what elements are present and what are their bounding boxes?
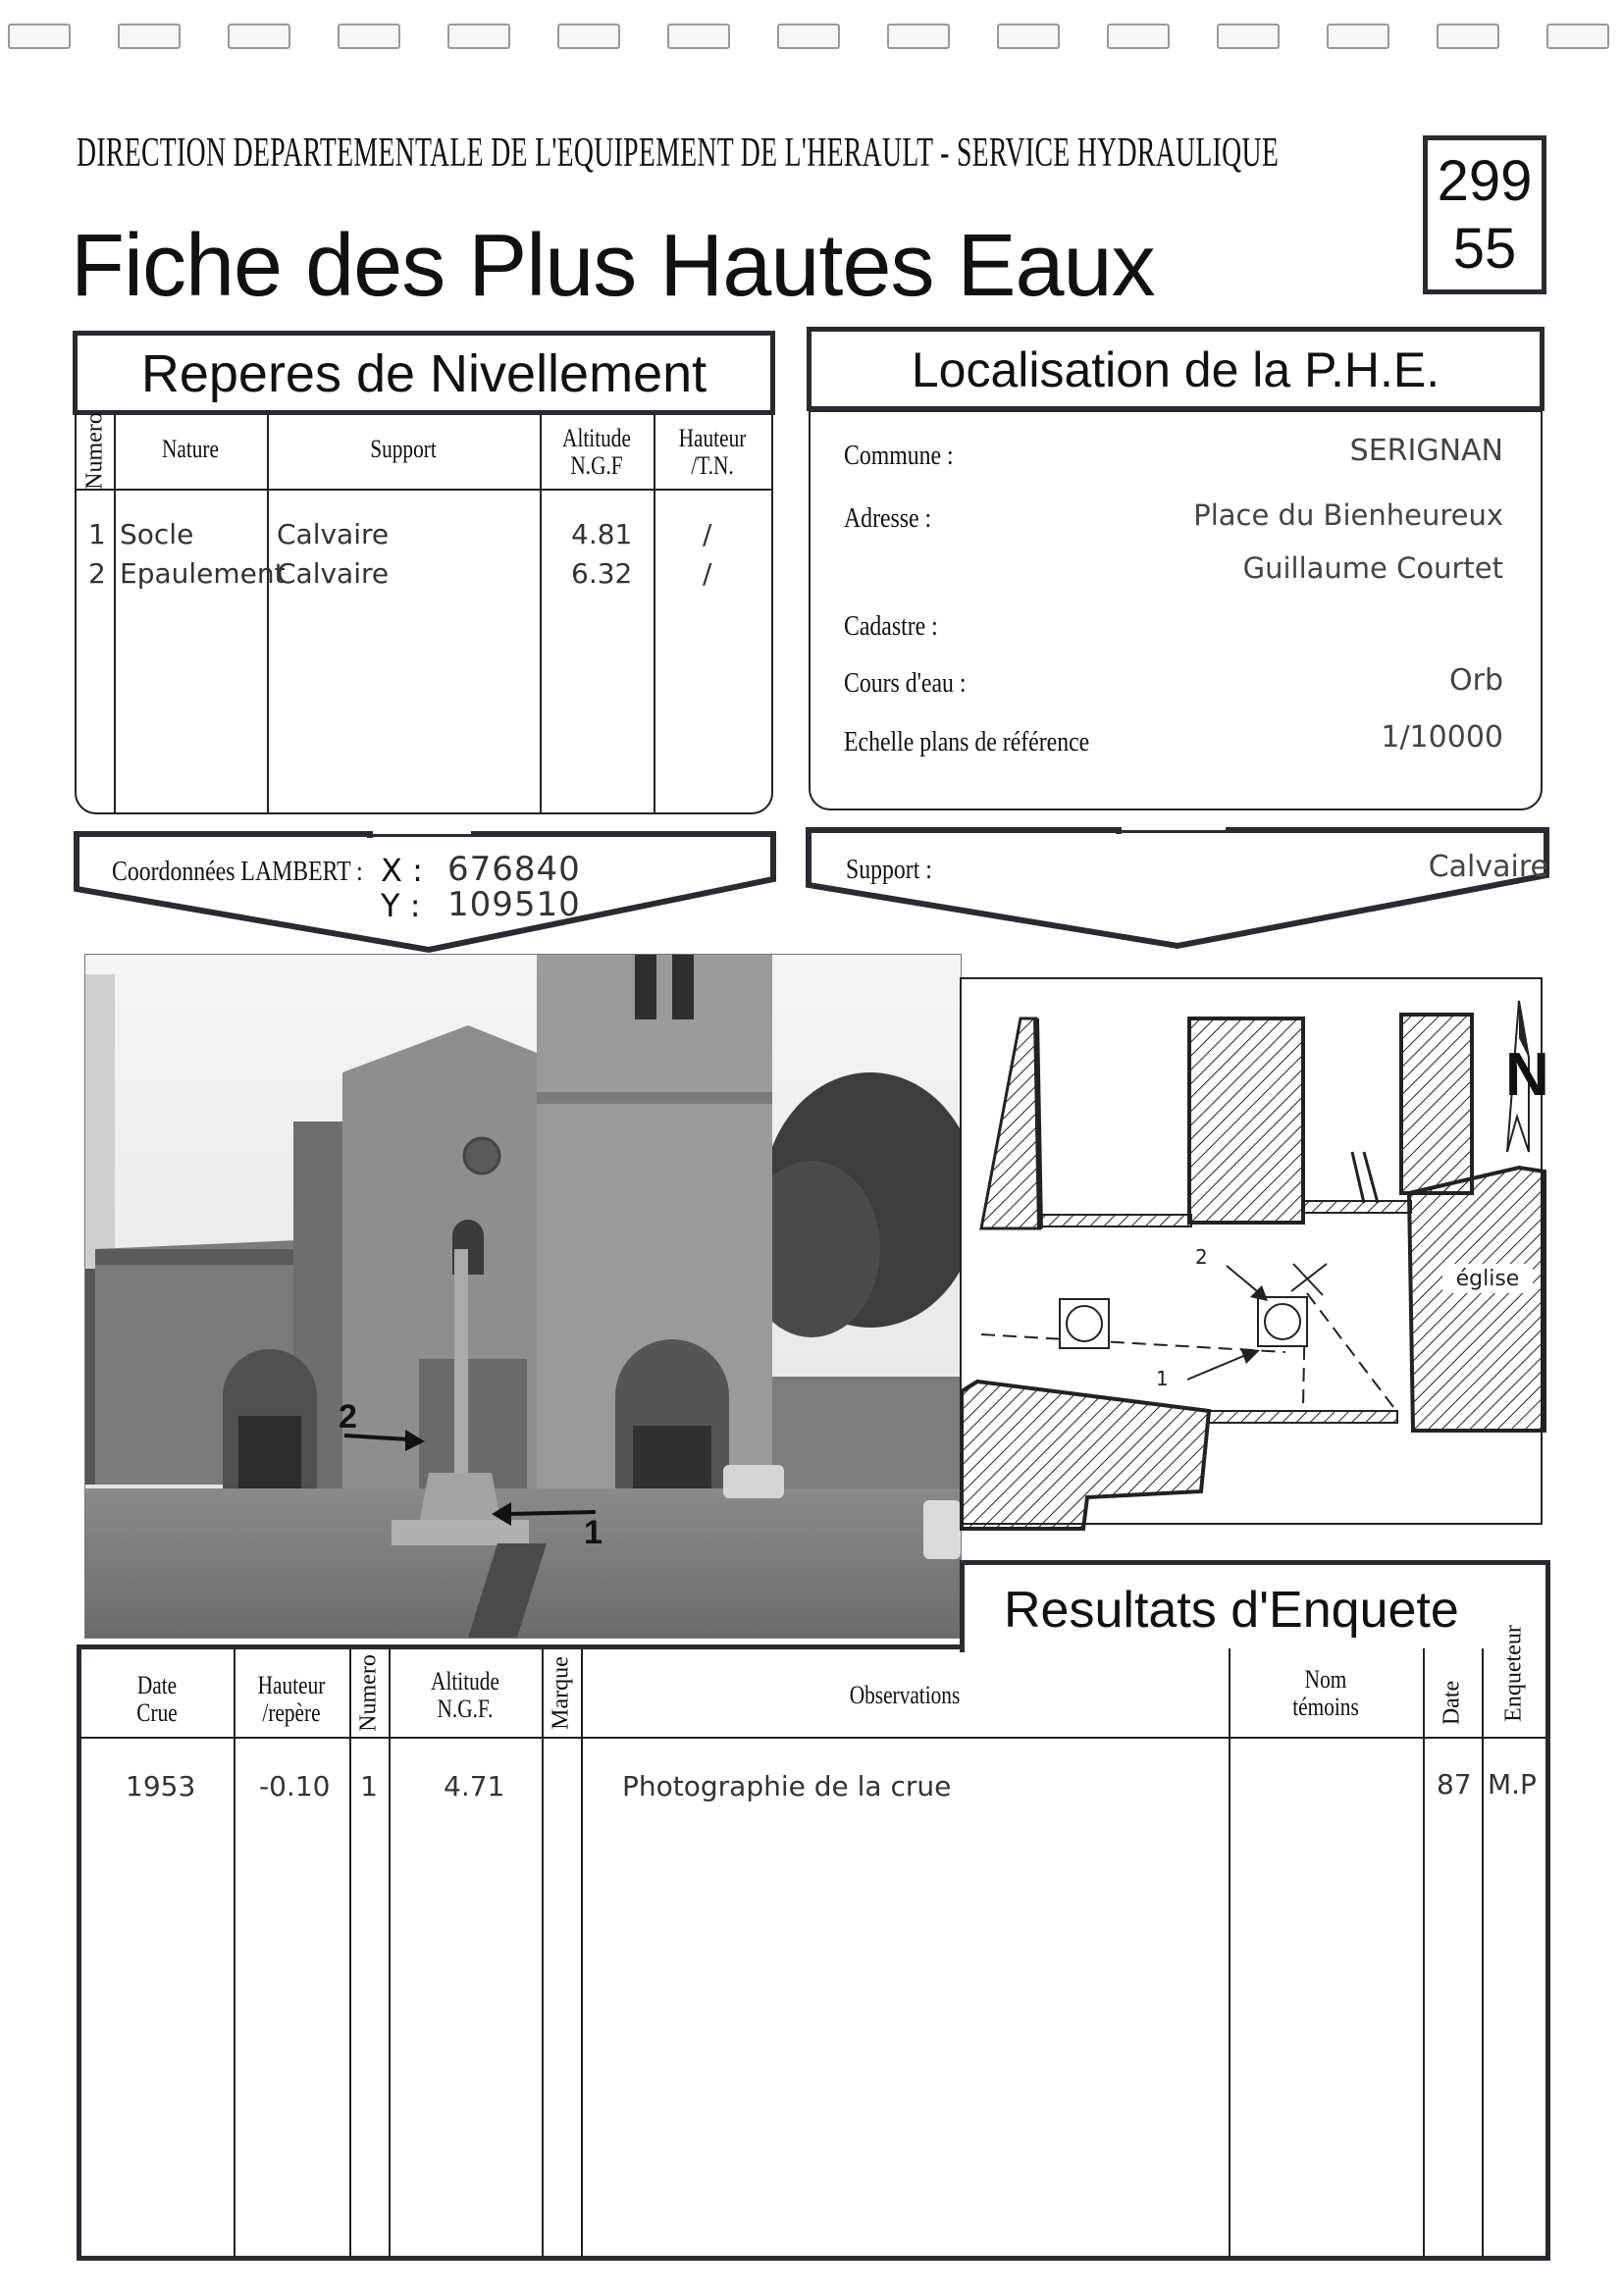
cours-eau-value: Orb bbox=[1449, 663, 1503, 698]
resultats-col-divider bbox=[1229, 1648, 1230, 2257]
lambert-label: Coordonnées LAMBERT : bbox=[112, 856, 363, 887]
localisation-title: Localisation de la P.H.E. bbox=[911, 342, 1440, 397]
church-photograph bbox=[84, 954, 962, 1639]
reperes-row-nature: Epaulement bbox=[120, 557, 286, 590]
resultats-col-date: Date bbox=[1439, 1680, 1465, 1726]
adresse-line1: Place du Bienheureux bbox=[1193, 498, 1503, 532]
resultats-col-marque: Marque bbox=[548, 1656, 574, 1730]
resultats-col-divider bbox=[581, 1648, 583, 2257]
resultats-col-hauteur: Hauteur /repère bbox=[257, 1671, 326, 1727]
commune-value: SERIGNAN bbox=[1349, 434, 1503, 468]
resultats-row-enqueteur: M.P bbox=[1488, 1768, 1537, 1800]
support-value: Calvaire bbox=[1428, 850, 1548, 884]
reperes-col-divider bbox=[114, 415, 116, 812]
photo-arrow-label-2: 2 bbox=[339, 1398, 357, 1435]
binder-hole bbox=[1107, 24, 1170, 49]
resultats-col-divider bbox=[1423, 1648, 1425, 2257]
department-heading: DIRECTION DEPARTEMENTALE DE L'EQUIPEMENT DE L'HERAULT - SERVICE HYDRAULIQUE bbox=[77, 130, 1280, 176]
reperes-col-divider bbox=[267, 415, 269, 812]
resultats-col-date-crue: Date Crue bbox=[136, 1671, 178, 1727]
reperes-col-hauteur: Hauteur /T.N. bbox=[678, 424, 747, 480]
echelle-label: Echelle plans de référence bbox=[844, 726, 1090, 757]
resultats-col-numero: Numero bbox=[355, 1654, 382, 1732]
resultats-col-divider bbox=[542, 1648, 544, 2257]
support-label: Support : bbox=[846, 854, 932, 885]
plan-label-2: 2 bbox=[1195, 1245, 1208, 1269]
reperes-row-hauteur: / bbox=[703, 518, 712, 550]
reperes-header-rule bbox=[77, 489, 771, 491]
reperes-row-hauteur: / bbox=[703, 557, 712, 590]
resultats-col-observations: Observations bbox=[849, 1681, 961, 1709]
reperes-row-nature: Socle bbox=[120, 518, 194, 550]
reperes-row-altitude: 6.32 bbox=[571, 557, 633, 590]
lambert-y-label: Y : bbox=[381, 887, 421, 924]
resultats-row-date: 87 bbox=[1437, 1768, 1472, 1800]
reperes-col-divider bbox=[654, 415, 655, 812]
lambert-x-label: X : bbox=[381, 852, 423, 889]
reperes-col-altitude: Altitude N.G.F bbox=[562, 424, 631, 480]
resultats-title: Resultats d'Enquete bbox=[1004, 1582, 1459, 1639]
binder-hole bbox=[1217, 24, 1280, 49]
reperes-row-altitude: 4.81 bbox=[571, 518, 633, 550]
binder-hole bbox=[228, 24, 290, 49]
reference-number-bottom: 55 bbox=[1452, 217, 1517, 281]
reperes-row-numero: 2 bbox=[88, 557, 106, 590]
reperes-col-numero: Numero bbox=[81, 412, 108, 490]
echelle-value: 1/10000 bbox=[1381, 720, 1503, 755]
photo-arrow-label-1: 1 bbox=[584, 1514, 602, 1551]
binder-hole bbox=[997, 24, 1060, 49]
adresse-label: Adresse : bbox=[844, 502, 932, 534]
commune-label: Commune : bbox=[844, 440, 954, 471]
adresse-line2: Guillaume Courtet bbox=[1242, 551, 1503, 585]
binder-hole bbox=[8, 24, 71, 49]
cadastre-label: Cadastre : bbox=[844, 610, 938, 642]
binder-hole bbox=[887, 24, 950, 49]
resultats-col-divider bbox=[389, 1648, 391, 2257]
reperes-row-support: Calvaire bbox=[277, 518, 390, 550]
reperes-col-support: Support bbox=[370, 435, 437, 463]
page-title: Fiche des Plus Hautes Eaux bbox=[71, 217, 1155, 315]
reperes-row-numero: 1 bbox=[88, 518, 106, 550]
binder-hole bbox=[1327, 24, 1389, 49]
resultats-row-numero: 1 bbox=[360, 1770, 378, 1802]
resultats-header-rule bbox=[80, 1737, 1546, 1739]
binder-hole bbox=[667, 24, 730, 49]
localisation-title-box bbox=[807, 327, 1544, 411]
site-plan bbox=[960, 977, 1549, 1525]
resultats-title-box bbox=[960, 1560, 1550, 1652]
resultats-col-divider bbox=[234, 1648, 236, 2257]
resultats-row-date-crue: 1953 bbox=[126, 1770, 196, 1802]
binder-hole bbox=[777, 24, 840, 49]
reperes-title: Reperes de Nivellement bbox=[140, 344, 707, 403]
binder-hole bbox=[1437, 24, 1499, 49]
binder-hole bbox=[338, 24, 400, 49]
resultats-col-divider bbox=[1482, 1648, 1484, 2257]
cours-eau-label: Cours d'eau : bbox=[844, 667, 967, 699]
binder-hole bbox=[1546, 24, 1609, 49]
resultats-row-observations: Photographie de la crue bbox=[622, 1770, 952, 1802]
resultats-col-enqueteur: Enqueteur bbox=[1500, 1625, 1527, 1722]
resultats-row-altitude: 4.71 bbox=[444, 1770, 505, 1802]
plan-label-1: 1 bbox=[1156, 1367, 1169, 1390]
binder-hole bbox=[557, 24, 620, 49]
resultats-col-divider bbox=[349, 1648, 351, 2257]
plan-church-label: église bbox=[1455, 1267, 1520, 1291]
resultats-col-nom-temoins: Nom témoins bbox=[1292, 1665, 1359, 1721]
resultats-col-altitude: Altitude N.G.F. bbox=[431, 1667, 499, 1723]
binder-hole bbox=[447, 24, 510, 49]
reperes-col-nature: Nature bbox=[161, 435, 220, 463]
reperes-title-box bbox=[73, 331, 775, 415]
reperes-col-divider bbox=[540, 415, 542, 812]
lambert-y-value: 109510 bbox=[447, 885, 581, 924]
reference-number-box bbox=[1423, 135, 1546, 294]
reperes-row-support: Calvaire bbox=[277, 557, 390, 590]
binder-hole bbox=[118, 24, 181, 49]
resultats-row-hauteur: -0.10 bbox=[259, 1770, 331, 1802]
lambert-x-value: 676840 bbox=[447, 850, 581, 889]
plan-north-label: N bbox=[1505, 1041, 1549, 1109]
reference-number-top: 299 bbox=[1437, 149, 1533, 213]
